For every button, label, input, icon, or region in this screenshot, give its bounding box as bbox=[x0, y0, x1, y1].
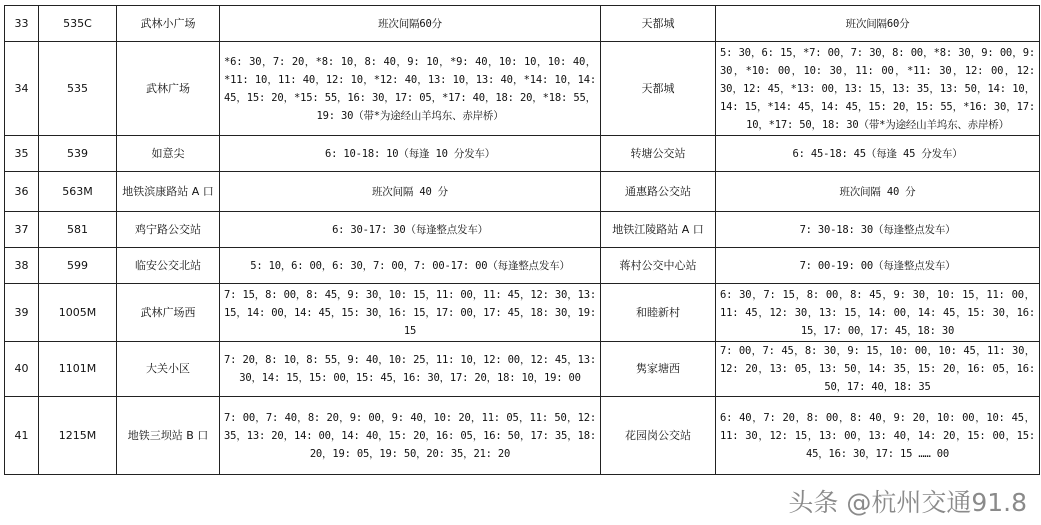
table-row bbox=[5, 6, 1040, 42]
start-schedule: 班次间隔60分 bbox=[220, 6, 601, 42]
start-schedule: *6: 30，7: 20，*8: 10，8: 40，9: 10，*9: 40，10: 10，10: 40，*11: 10，11: 40，12: 10，*12: 40，13: 10，13: 40，*14: 10，14: 45，15: 20，*15: 55，16: 30，17: 05，*17: 40，18: 20，*18: 55，19: 30（带*为途经山羊坞东、赤岸桥） bbox=[220, 42, 601, 136]
row-number: 40 bbox=[5, 342, 39, 397]
table-row bbox=[5, 284, 1040, 342]
start-schedule: 5: 10，6: 00，6: 30，7: 00，7: 00-17: 00（每逢整点发车） bbox=[220, 248, 601, 284]
table-row bbox=[5, 172, 1040, 212]
end-station: 蒋村公交中心站 bbox=[601, 248, 716, 284]
start-schedule: 7: 20，8: 10，8: 55，9: 40，10: 25，11: 10，12: 00，12: 45，13: 30，14: 15，15: 00，15: 45，16: 30，17: 20，18: 10，19: 00 bbox=[220, 342, 601, 397]
end-schedule: 班次间隔60分 bbox=[716, 6, 1040, 42]
end-station: 天都城 bbox=[601, 42, 716, 136]
row-number: 33 bbox=[5, 6, 39, 42]
route-number: 599 bbox=[39, 248, 117, 284]
route-number: 535 bbox=[39, 42, 117, 136]
row-number: 38 bbox=[5, 248, 39, 284]
route-number: 539 bbox=[39, 136, 117, 172]
end-station: 花园岗公交站 bbox=[601, 397, 716, 475]
route-number: 563M bbox=[39, 172, 117, 212]
start-station: 临安公交北站 bbox=[117, 248, 220, 284]
watermark: 头条 @杭州交通91.8 bbox=[788, 488, 1027, 517]
table-row bbox=[5, 42, 1040, 136]
row-number: 35 bbox=[5, 136, 39, 172]
start-station: 地铁滨康路站 A 口 bbox=[117, 172, 220, 212]
start-station: 如意尖 bbox=[117, 136, 220, 172]
end-station: 转塘公交站 bbox=[601, 136, 716, 172]
row-number: 34 bbox=[5, 42, 39, 136]
table-row bbox=[5, 212, 1040, 248]
start-station: 鸡宁路公交站 bbox=[117, 212, 220, 248]
end-station: 通惠路公交站 bbox=[601, 172, 716, 212]
route-number: 581 bbox=[39, 212, 117, 248]
end-station: 天都城 bbox=[601, 6, 716, 42]
row-number: 39 bbox=[5, 284, 39, 342]
row-number: 37 bbox=[5, 212, 39, 248]
table-row bbox=[5, 397, 1040, 475]
start-schedule: 7: 00，7: 40，8: 20，9: 00，9: 40，10: 20，11: 05，11: 50，12: 35，13: 20，14: 00，14: 40，15: 20，16: 05，16: 50，17: 35，18: 20，19: 05，19: 50，20: 35，21: 20 bbox=[220, 397, 601, 475]
row-number: 36 bbox=[5, 172, 39, 212]
end-schedule: 5: 30，6: 15，*7: 00，7: 30，8: 00，*8: 30，9: 00，9: 30，*10: 00，10: 30，11: 00，*11: 30，12: 00，12: 30，12: 45，*13: 00，13: 15，13: 35，13: 50，14: 10，14: 15，*14: 45，14: 45，15: 20，15: 55，*16: 30，17: 10，*17: 50，18: 30（带*为途经山羊坞东、赤岸桥） bbox=[716, 42, 1040, 136]
start-schedule: 班次间隔 40 分 bbox=[220, 172, 601, 212]
row-number: 41 bbox=[5, 397, 39, 475]
route-number: 1005M bbox=[39, 284, 117, 342]
start-station: 武林广场 bbox=[117, 42, 220, 136]
end-schedule: 6: 45-18: 45（每逢 45 分发车） bbox=[716, 136, 1040, 172]
end-schedule: 6: 30，7: 15，8: 00，8: 45，9: 30，10: 15，11: 00，11: 45，12: 30，13: 15，14: 00，14: 45，15: 30，16: 15，17: 00，17: 45，18: 30 bbox=[716, 284, 1040, 342]
end-station: 隽家塘西 bbox=[601, 342, 716, 397]
table-row bbox=[5, 342, 1040, 397]
start-schedule: 6: 30-17: 30（每逢整点发车） bbox=[220, 212, 601, 248]
end-schedule: 6: 40，7: 20，8: 00，8: 40，9: 20，10: 00，10: 45，11: 30，12: 15，13: 00，13: 40，14: 20，15: 00，15: 45，16: 30，17: 15 …… 00 bbox=[716, 397, 1040, 475]
end-station: 地铁江陵路站 A 口 bbox=[601, 212, 716, 248]
start-station: 武林小广场 bbox=[117, 6, 220, 42]
end-station: 和睦新村 bbox=[601, 284, 716, 342]
route-number: 535C bbox=[39, 6, 117, 42]
start-schedule: 6: 10-18: 10（每逢 10 分发车） bbox=[220, 136, 601, 172]
start-schedule: 7: 15，8: 00，8: 45，9: 30，10: 15，11: 00，11: 45，12: 30，13: 15，14: 00，14: 45，15: 30，16: 15，17: 00，17: 45，18: 30，19: 15 bbox=[220, 284, 601, 342]
bus-schedule-table bbox=[4, 5, 1040, 475]
start-station: 大关小区 bbox=[117, 342, 220, 397]
table-row bbox=[5, 136, 1040, 172]
end-schedule: 7: 00-19: 00（每逢整点发车） bbox=[716, 248, 1040, 284]
route-number: 1101M bbox=[39, 342, 117, 397]
start-station: 地铁三坝站 B 口 bbox=[117, 397, 220, 475]
end-schedule: 班次间隔 40 分 bbox=[716, 172, 1040, 212]
start-station: 武林广场西 bbox=[117, 284, 220, 342]
end-schedule: 7: 30-18: 30（每逢整点发车） bbox=[716, 212, 1040, 248]
route-number: 1215M bbox=[39, 397, 117, 475]
end-schedule: 7: 00，7: 45，8: 30，9: 15，10: 00，10: 45，11: 30，12: 20，13: 05，13: 50，14: 35，15: 20，16: 05，16: 50，17: 40，18: 35 bbox=[716, 342, 1040, 397]
table-row bbox=[5, 248, 1040, 284]
